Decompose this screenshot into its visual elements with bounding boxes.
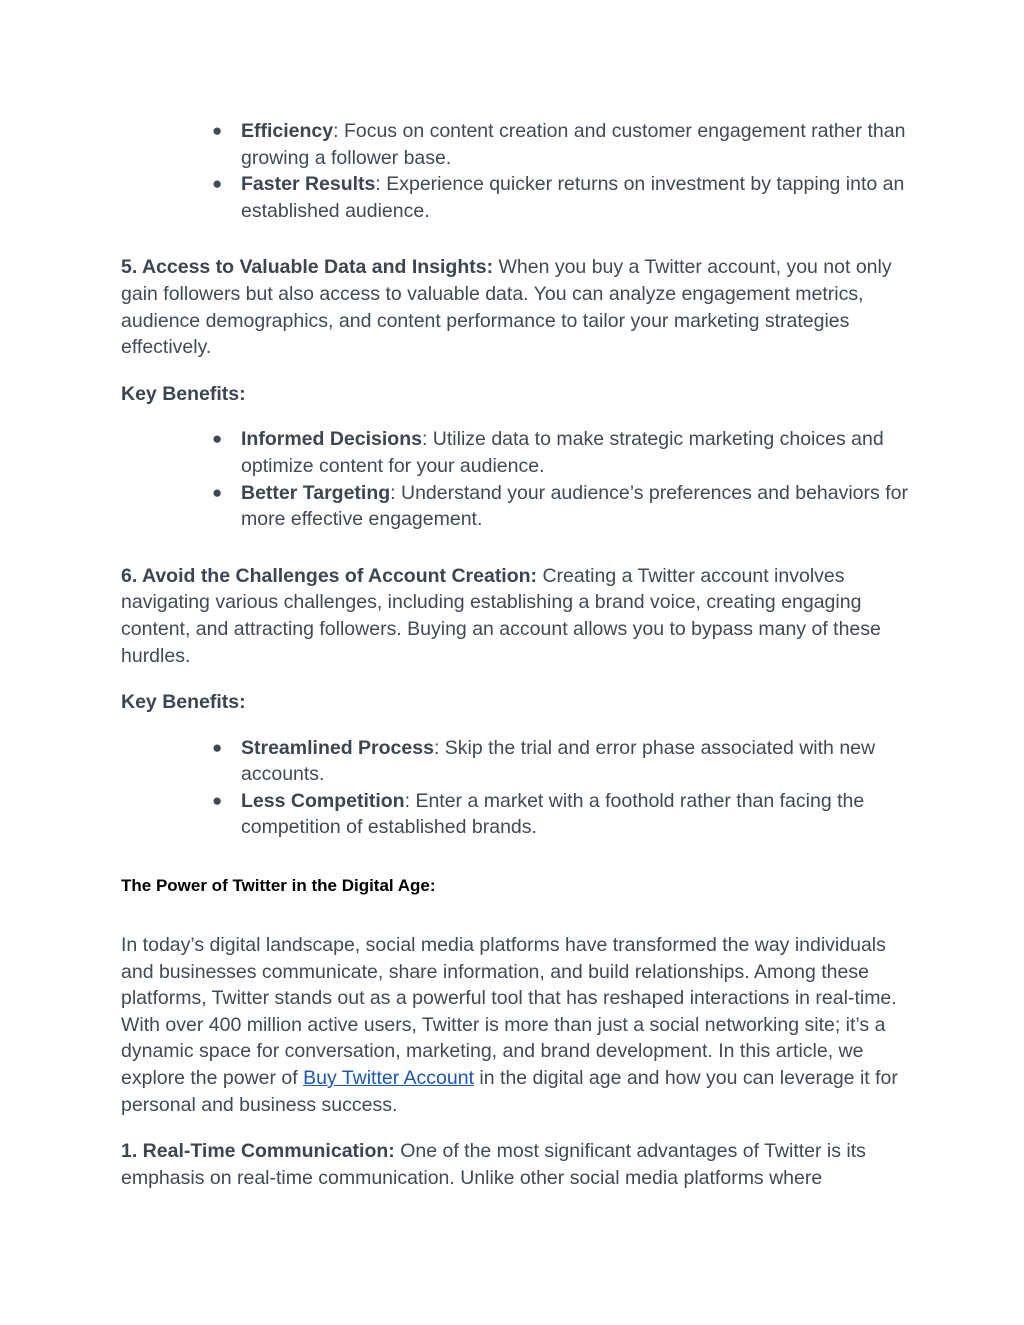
list-item-bold: Faster Results: [241, 173, 376, 196]
intro-paragraph: [121, 932, 911, 1118]
list-item-bold: Less Competition: [241, 789, 405, 812]
section-1-heading: 1. Real-Time Communication:: [121, 1140, 395, 1163]
document-page: [121, 118, 911, 1191]
bullet-icon: ●: [212, 737, 223, 757]
bullet-list-process: [121, 735, 911, 841]
key-benefits-text: Key Benefits:: [121, 691, 246, 714]
section-6-text: Creating a Twitter account involves navigating various challenges, including establishing a brand voice, creating engaging content, and attracting followers. Buying an account allows you to bypass many of these hurdles.: [121, 564, 881, 667]
intro-text-before: In today’s digital landscape, social media platforms have transformed the way individuals and businesses communicate, share information, and build relationships. Among these platforms, Twitter stands out as a powerful tool that has reshaped interactions in real-time. With over 400 million active users, Twitter is more than just a social networking site; it’s a dynamic space for conversation, marketing, and brand development. In this article, we explore the power of: [121, 934, 897, 1090]
section-6-heading: 6. Avoid the Challenges of Account Creation:: [121, 564, 538, 587]
list-item-text: : Understand your audience’s preferences and behaviors for more effective engagement.: [241, 481, 908, 531]
section-5-heading: 5. Access to Valuable Data and Insights:: [121, 256, 494, 279]
list-item-text: : Enter a market with a foothold rather than facing the competition of established brands.: [241, 789, 865, 839]
buy-twitter-account-link[interactable]: Buy Twitter Account: [303, 1067, 475, 1090]
list-item: [212, 426, 911, 479]
bullet-icon: ●: [212, 121, 223, 140]
section-5-text: When you buy a Twitter account, you not only gain followers but also access to valuable data. You can analyze engagement metrics, audience demographics, and content performance to tailor your marketing strategies effectively.: [121, 256, 892, 359]
bullet-icon: ●: [212, 790, 223, 810]
power-of-twitter-heading: The Power of Twitter in the Digital Age:: [121, 876, 436, 896]
bullet-icon: ●: [212, 482, 223, 502]
section-6-paragraph: [121, 563, 911, 669]
list-item-bold: Informed Decisions: [241, 428, 422, 451]
key-benefits-text: Key Benefits:: [121, 382, 246, 405]
intro-text-after: in the digital age and how you can leverage it for personal and business success.: [121, 1067, 898, 1116]
section-5-paragraph: [121, 254, 911, 360]
list-item: [212, 118, 911, 171]
list-item-bold: Streamlined Process: [241, 736, 434, 759]
bullet-icon: ●: [212, 429, 223, 449]
list-item-text: : Experience quicker returns on investment by tapping into an established audience.: [241, 173, 905, 222]
key-benefits-label: [121, 381, 911, 408]
list-item: [212, 480, 911, 533]
list-item-bold: Better Targeting: [241, 481, 391, 504]
bullet-list-efficiency: [121, 118, 911, 224]
list-item-text: : Utilize data to make strategic marketing choices and optimize content for your audience.: [241, 428, 884, 477]
section-1-text: One of the most significant advantages of Twitter is its emphasis on real-time communication. Unlike other social media platforms where: [121, 1140, 866, 1189]
list-item: [212, 171, 911, 224]
list-item-text: : Focus on content creation and customer engagement rather than growing a follower base.: [241, 120, 906, 169]
list-item: [212, 735, 911, 788]
section-1-paragraph: [121, 1138, 911, 1191]
bullet-icon: ●: [212, 174, 223, 194]
key-benefits-label: [121, 689, 911, 716]
list-item-bold: Efficiency: [241, 120, 334, 142]
bullet-list-data: [121, 426, 911, 532]
list-item: [212, 788, 911, 841]
list-item-text: : Skip the trial and error phase associated with new accounts.: [241, 736, 876, 786]
